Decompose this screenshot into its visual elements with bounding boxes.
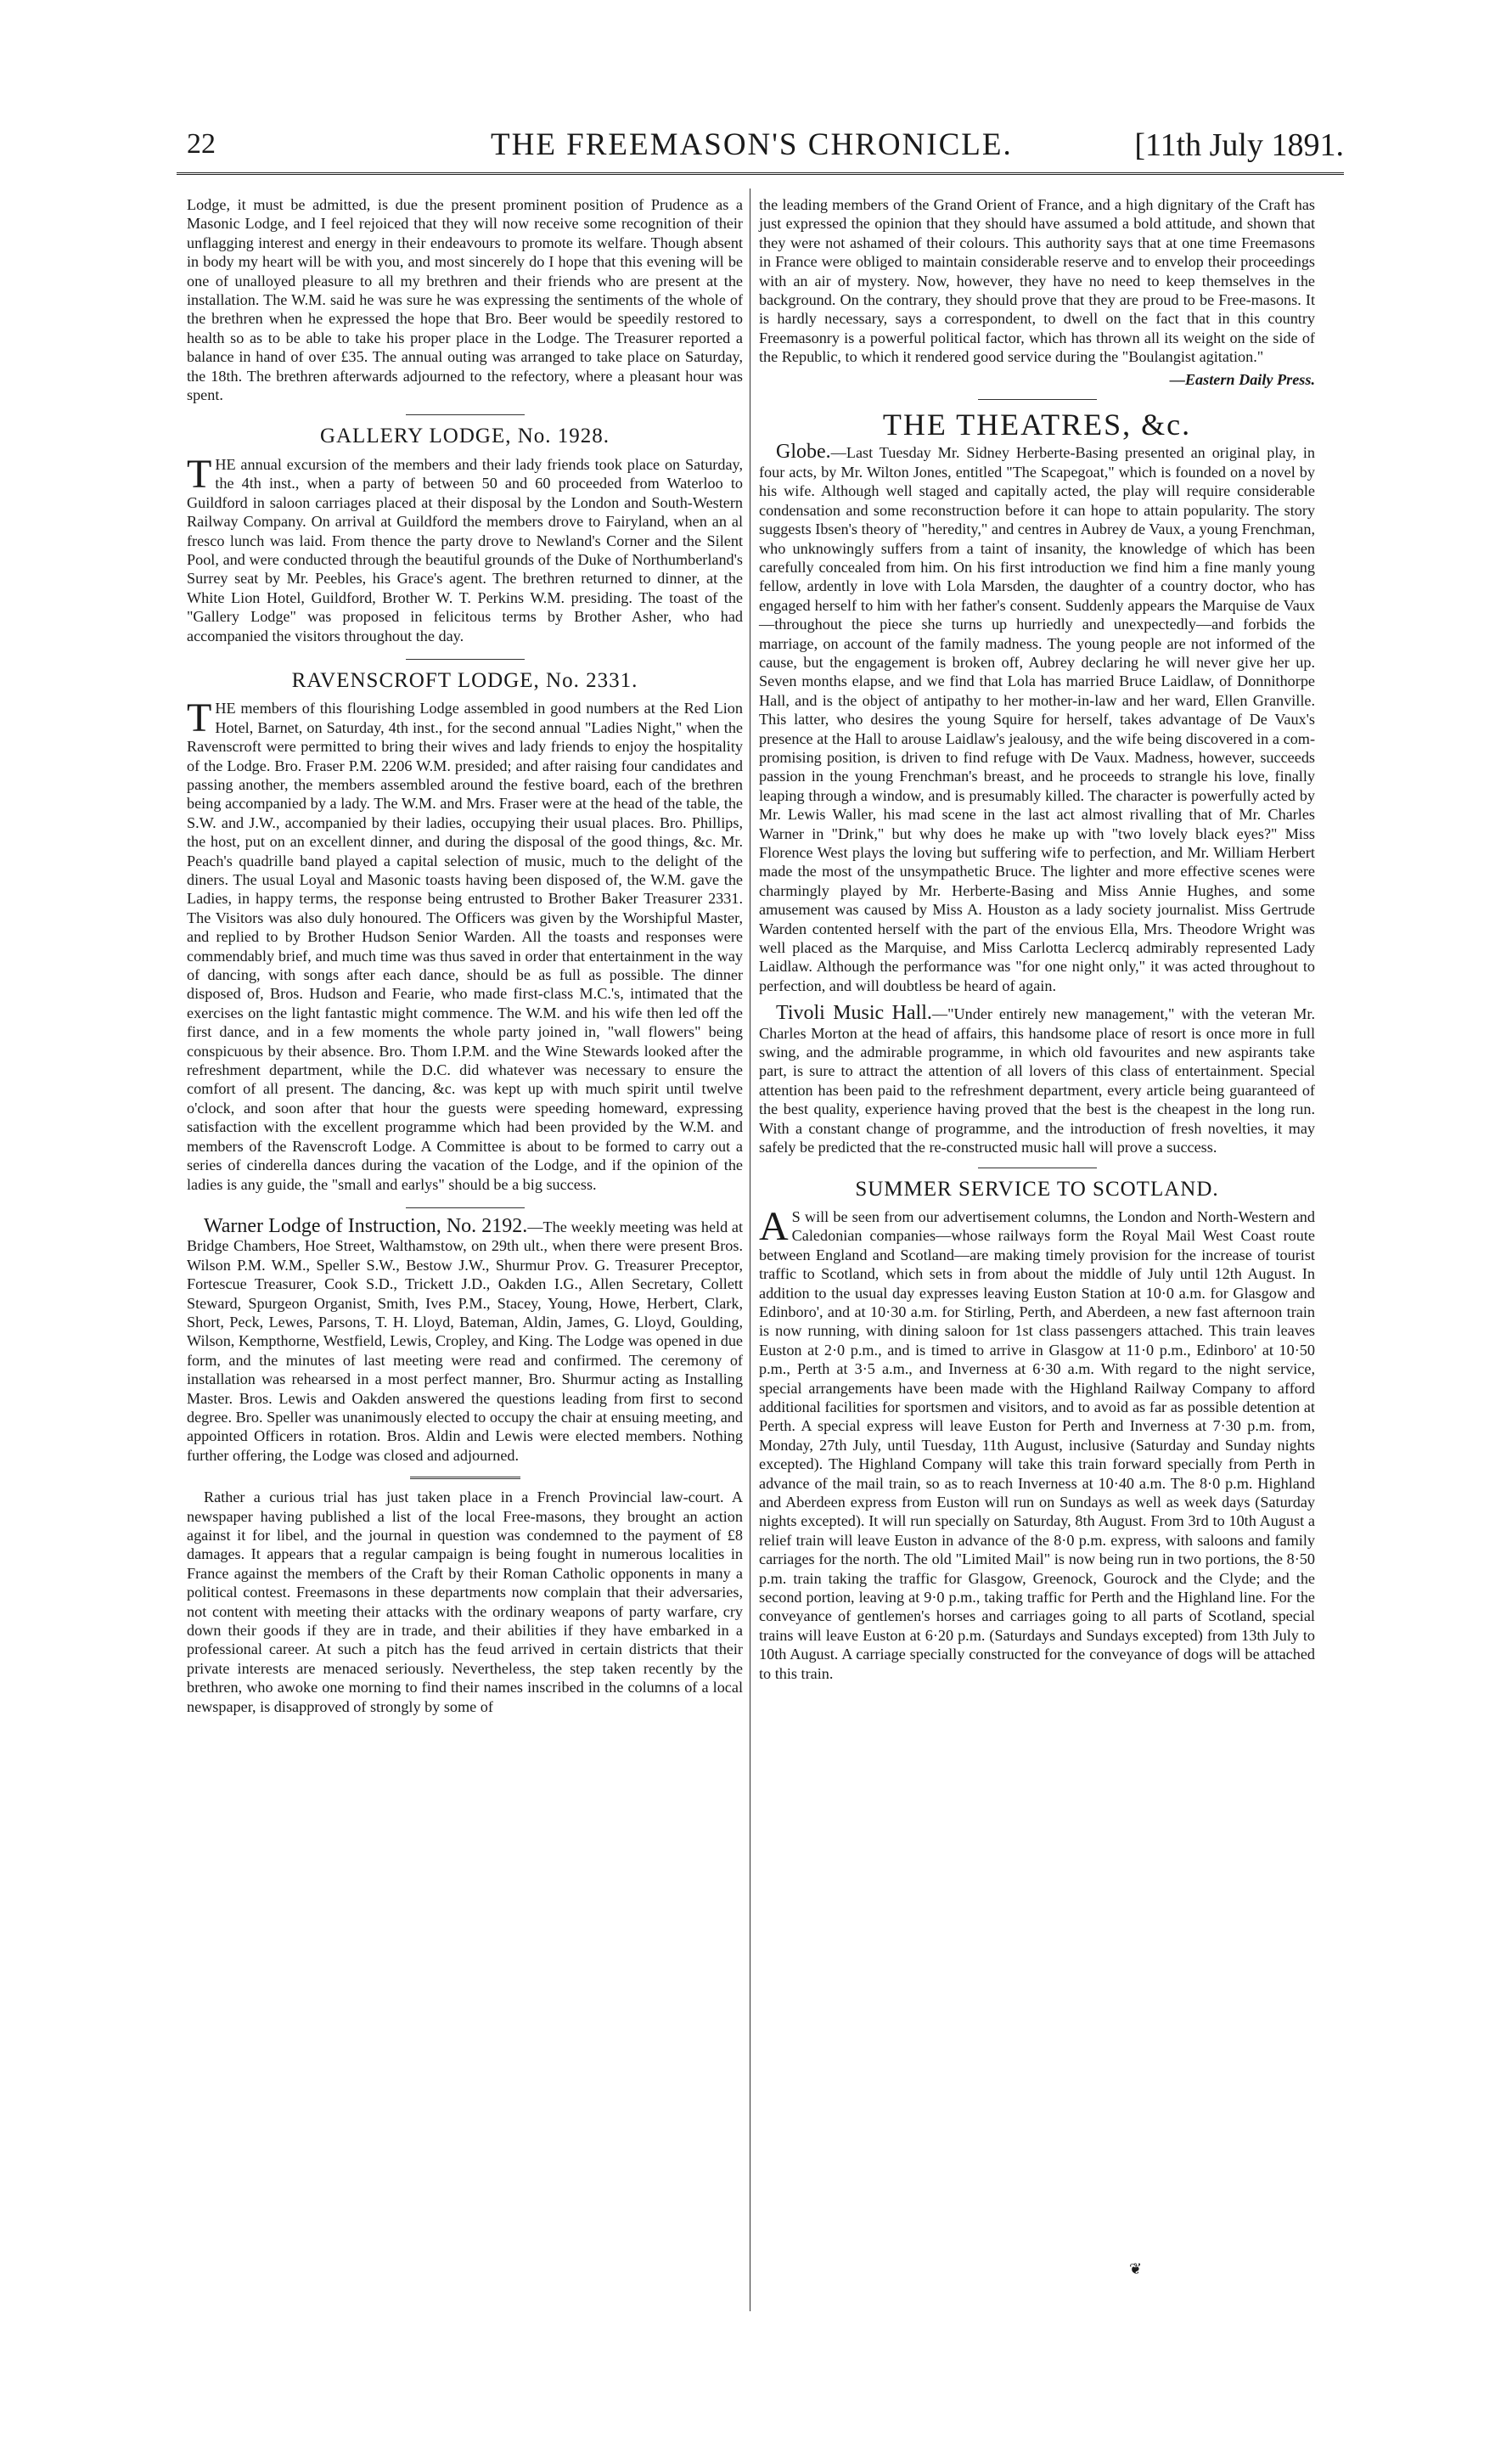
- section-rule: [406, 1207, 525, 1208]
- drop-cap: T: [187, 451, 212, 497]
- drop-cap: A: [759, 1203, 789, 1249]
- warner-lodge-article: [187, 1214, 744, 1465]
- summer-service-text: S will be seen from our advertisement columns, the London and North-Western and Caledonian companies—whose railways form the Royal Mail West Coast route between England and Scotland—are making timely provision for the increase of tourist traffic to Scotland, which sets in from about the middle of July until 12th August. In addition to the usual day expresses leaving Euston Station at 10·0 a.m. for Glasgow and Edinboro', and at 10·30 a.m. for Stirling, Perth, and Aberdeen, a new fast afternoon train is now running, with dining saloon for 1st class passengers attached. This train leaves Euston at 2·0 p.m., and is timed to arrive in Glasgow at 11·0 p.m., Edinboro' at 10·50 p.m., Perth at 3·5 a.m., and Inverness at 6·30 a.m. With regard to the night service, special arrangements have been made with the Highland Railway Company to afford additional facilities for sportsmen and visitors, and to avoid as far as possible detention at Perth. A special express will leave Euston for Perth and Inverness at 7·30 p.m. from, Monday, 27th July, until Tuesday, 11th August, inclusive (Saturday and Sunday nights excepted). The Highland Company will take this train forward specially from Perth in advance of the mail train, so as to reach Inverness at 10·40 a.m. The 8·0 p.m. Highland and Aberdeen express from Euston will run on Sundays as well as week days (Saturday nights excepted). It will run specially on Saturday, 8th August. From 3rd to 10th August a relief train will leave Euston in advance of the 8·0 p.m. express, with saloons and family carriages for the north. The old "Limited Mail" is now being run in two portions, the 8·50 p.m. train taking the traffic for Glasgow, Greenock, Gourock and the Clyde; and the second portion, leaving at 9·0 p.m., taking traffic for Perth and the Highland line. For the conveyance of gentlemen's horses and carriages going to all parts of Scotland, special trains will leave Euston at 6·20 p.m. (Saturdays and Sundays excepted) from 13th July to 10th August. A carriage specially constructed for the conveyance of dogs will be attached to this train.: [759, 1207, 1315, 1682]
- summer-service-heading: SUMMER SERVICE TO SCOTLAND.: [855, 1177, 1219, 1201]
- summer-service-article: [759, 1203, 1315, 1683]
- ravenscroft-lodge-text: HE members of this flourishing Lodge assembled in good numbers at the Red Lion Hotel, Barnet, on Saturday, 4th inst., for the second annual "Ladies Night," when the Ravenscroft were permitted to bring their wives and lady friends to enjoy the hospitality of the Lodge. Bro. Fraser P.M. 2206 W.M. presided; and after raising four candidates and passing another, the members assembled around the festive board, each of the brethren being accompanied by a lady. The W.M. and Mrs. Fraser were at the head of the table, the S.W. and J.W., accompanied by their ladies, occupying their usual places. Bro. Phillips, the host, put on an excellent dinner, and during the disposal of the good things, &c. Mr. Peach's quadrille band played a capital selection of music, much to the delight of the diners. The usual Loyal and Masonic toasts having been disposed of, the W.M. gave the Ladies, in happy terms, the response being entrusted to Brother Baker Treasurer 2331. The Visitors was also duly honoured. The Officers was given by the Worshipful Master, and replied to by Brother Hudson Senior Warden. All the toasts and responses were commendably brief, and much time was thus saved in order that entertainment in the way of dancing, with songs after each dance, should be as full as possible. The dinner disposed of, Bros. Hudson and Fearie, who made first-class M.C.'s, intimated that the exercises on the light fantastic might commence. The W.M. and his wife then led off the first dance, and in a few moments the whole party joined in, "wall flowers" being conspicuous by their absence. Bro. Thom I.P.M. and the Wine Stewards looked after the refreshment department, while the D.C. did whatever was necessary to ensure the comfort of all present. The dancing, &c. was kept up with much spirit until twelve o'clock, and soon after that hour the guests were speeding homeward, expressing satisfaction with the excellent programme which had been provided by the W.M. and members of the Ravenscroft Lodge. A Committee is about to be formed to carry out a series of cinderella dances during the vacation of the Lodge, and if the opinion of the ladies is any guide, the "small and earlys" should be a big success.: [187, 700, 743, 1193]
- drop-cap: T: [187, 695, 212, 741]
- gallery-lodge-text: HE annual excursion of the members and their lady friends took place on Saturday, the 4th inst., when a party of between 50 and 60 proceeded from Waterloo to Guildford in saloon carriages placed at their disposal by the London and South-Western Railway Company. On arrival at Guildford the members drove to Fairyland, when an al fresco lunch was laid. From thence the party drove to Newland's Corner and the Silent Pool, and were conducted through the beautiful grounds of the Duke of Northumberland's Surrey seat by Mr. Peebles, his Grace's agent. The brethren returned to dinner, at the White Lion Hotel, Guildford, Brother W. T. Perkins W.M. presiding. The toast of the "Gallery Lodge" was proposed in felicitous terms by Brother Asher, who had accompanied the visitors throughout the day.: [187, 455, 743, 644]
- left-column: [187, 195, 743, 1719]
- french-trial-article: Rather a curious trial has just taken place in a French Provincial law-court. A newspaper having published a list of the local Free-masons, they brought an action against it for libel, and the journal in question was condemned to the payment of £8 damages. It appears that a regular campaign is being fought in numerous localities in France against the members of the Craft by their Roman Catholic opponents in many a political contest. Freemasons in these departments now complain that their adversaries, not content with meeting their attacks with the ordinary weapons of party warfare, cry down their goods if they are in trade, and their abilities if they have embarked in a professional career. At such a pitch has the feud arrived in certain districts that their private interests are menaced seriously. Nevertheless, the step taken recently by the brethren, who awoke one morning to find their names inscribed in the columns of a local newspaper, is disapproved of strongly by some of: [187, 1488, 743, 1715]
- masthead-rule: [177, 172, 1344, 175]
- globe-text: —Last Tuesday Mr. Sidney Herberte-Basing presented an original play, in four acts, by Mr. Wilton Jones, entitled "The Scapegoat," which is founded on a novel by his wife. Although well staged and capitally acted, the play will require considerable condensation and some reconstruction before it can hope to attain popularity. The story suggests Ibsen's theory of "heredity," and centres in Aubrey de Vaux, a young Frenchman, who unknowingly suffers from a taint of insanity, the knowledge of which has been carefully concealed from him. On his first introduction we find him a fine manly young fellow, ardently in love with Lola Marsden, the daughter of a country doctor, who has engaged herself to him with her father's consent. Suddenly appears the Marquise de Vaux—throughout the piece she turns up hurriedly and unexpectedly—and forbids the marriage, on account of the family madness. The young people are not informed of the cause, but the engagement is broken off, Aubrey declaring he will never give her up. Seven months elapse, and we find that Lola has married Bruce Laidlaw, of Donnithorpe Hall, and is the object of antipathy to her mother-in-law and her ward, Ellen Granville. This latter, who desires the young Squire for herself, takes advantage of De Vaux's presence at the Hall to arouse Laidlaw's jealousy, and the wife being discovered in a com-promising position, is driven to find refuge with De Vaux. Madness, however, succeeds passion in the young Frenchman's breast, and he proceeds to strangle his love, finally leaping through a window, and is presumably killed. The character is powerfully acted by Mr. Lewis Waller, his mad scene in the last act almost rivalling that of Mr. Charles Warner in "Drink," but why does he make up with "two lovely black eyes?" Miss Florence West plays the loving but suffering wife to perfection, and Mr. William Herbert made the most of the unsympathetic Bruce. The lighter and more effective scenes were charmingly played by Mr. Herberte-Basing and Miss Annie Hughes, and some amusement was caused by Miss A. Houston as a lady society journalist. Miss Gertrude Warden contented herself with the part of the envious Ella, Mrs. Theodore Wright was well placed as the Marquise, and Miss Carlotta Leclercq admirably represented Lady Laidlaw. Although the performance was "for one night only," it was acted throughout to perfection, and will doubtless be heard of again.: [759, 444, 1315, 994]
- gallery-lodge-article: [187, 451, 743, 645]
- publication-title: THE FREEMASON'S CHRONICLE.: [491, 127, 1013, 162]
- section-rule: [410, 1477, 520, 1479]
- right-column: [759, 195, 1315, 1686]
- section-rule: [406, 659, 525, 660]
- globe-lead: Globe.: [776, 441, 831, 464]
- gallery-lodge-heading: GALLERY LODGE, No. 1928.: [319, 425, 610, 448]
- section-rule: [978, 399, 1097, 400]
- tivoli-review: [759, 1004, 1315, 1156]
- ravenscroft-lodge-heading: RAVENSCROFT LODGE, No. 2331.: [291, 668, 638, 692]
- source-attribution: —Eastern Daily Press.: [1169, 370, 1315, 388]
- page-number: 22: [187, 128, 216, 160]
- issue-date: [11th July 1891.: [1134, 127, 1344, 163]
- warner-lodge-text: —The weekly meeting was held at Bridge Chambers, Hoe Street, Walthamstow, on 29th ult., when there were present Bros. Wilson P.M. W.M., Speller S.W., Bestow J.W., Shurmur Prov. G. Treasurer Preceptor, Fortescue Treasurer, Cook S.D., Trickett J.D., Oakden I.G., Allen Secretary, Collett Steward, Spurgeon Organist, Smith, Ives P.M., Stacey, Young, Howe, Herbert, Clark, Short, Peck, Lewes, Parsons, T. H. Lloyd, Bateman, Aldin, James, G. Lloyd, Goulding, Wilson, Kempthorne, Westfield, Lewis, Cropley, and King. The Lodge was opened in due form, and the minutes of last meeting were read and confirmed. The ceremony of installation was rehearsed in a most perfect manner, Bro. Shurmur acting as Installing Master. Bros. Lewis and Oakden answered the questions leading from first to second degree. Bro. Speller was unanimously elected to occupy the chair at ensuing meeting, and appointed Officers in rotation. Bros. Aldin and Lewis were elected members. Nothing further offering, the Lodge was closed and adjourned.: [187, 1218, 744, 1464]
- warner-lodge-lead: Warner Lodge of Instruction, No. 2192.: [204, 1214, 528, 1237]
- prudence-lodge-continuation: Lodge, it must be admitted, is due the present prominent position of Prudence as a Masonic Lodge, and I feel rejoiced that they will now receive some recognition of their unflagging interest and energy in their endeavours to promote its welfare. Though absent in body my heart will be with you, and most sincerely do I hope that this evening will be one of unalloyed pleasure to all my brethren and their friends who are present at the installation. The W.M. said he was sure he was expressing the sentiments of the whole of the brethren when he expressed the hope that Bro. Beer would be speedily restored to health so as to be able to take his proper place in the Lodge. The Treasurer reported a balance in hand of over £35. The annual outing was arranged to take place on Saturday, the 18th. The brethren afterwards adjourned to the refectory, where a pleasant hour was spent.: [187, 196, 743, 404]
- globe-review: [759, 442, 1315, 995]
- grand-orient-continuation: the leading members of the Grand Orient of France, and a high dignitary of the Craft has just expressed the opinion that they should have assumed a bold attitude, and shown that they were not ashamed of their colours. This authority says that at one time Freemasons in France were obliged to maintain considerable reserve and to envelop their proceedings with an air of mystery. Now, however, they have no need to keep themselves in the background. On the contrary, they should prove that they are proud to be Free-masons. It is hardly necessary, says a correspondent, to dwell on the fact that in this country Freemasonry is a powerful political factor, which has thrown all its weight on the side of the Republic, to which it rendered good service during the "Boulangist agitation.": [759, 196, 1315, 366]
- ornament-icon: ❦: [1129, 2260, 1143, 2278]
- masthead: [177, 121, 1344, 171]
- tivoli-lead: Tivoli Music Hall.: [776, 1002, 932, 1025]
- theatres-heading: THE THEATRES, &c.: [882, 408, 1192, 442]
- tivoli-text: —"Under entirely new management," with the veteran Mr. Charles Morton at the head of affairs, this handsome place of resort is once more in full swing, and the admirable programme, in which old favourites and new aspirants take part, is sure to attract the attention of all lovers of this class of entertainment. Special attention has been paid to the refreshment department, every article being guaranteed of the best quality, experience having proved that the best is the cheapest in the long run. With a constant change of programme, and the introduction of fresh novelties, it may safely be predicted that the re-constructed music hall will prove a success.: [759, 1005, 1316, 1156]
- ravenscroft-lodge-article: [187, 695, 743, 1194]
- section-rule: [406, 414, 525, 415]
